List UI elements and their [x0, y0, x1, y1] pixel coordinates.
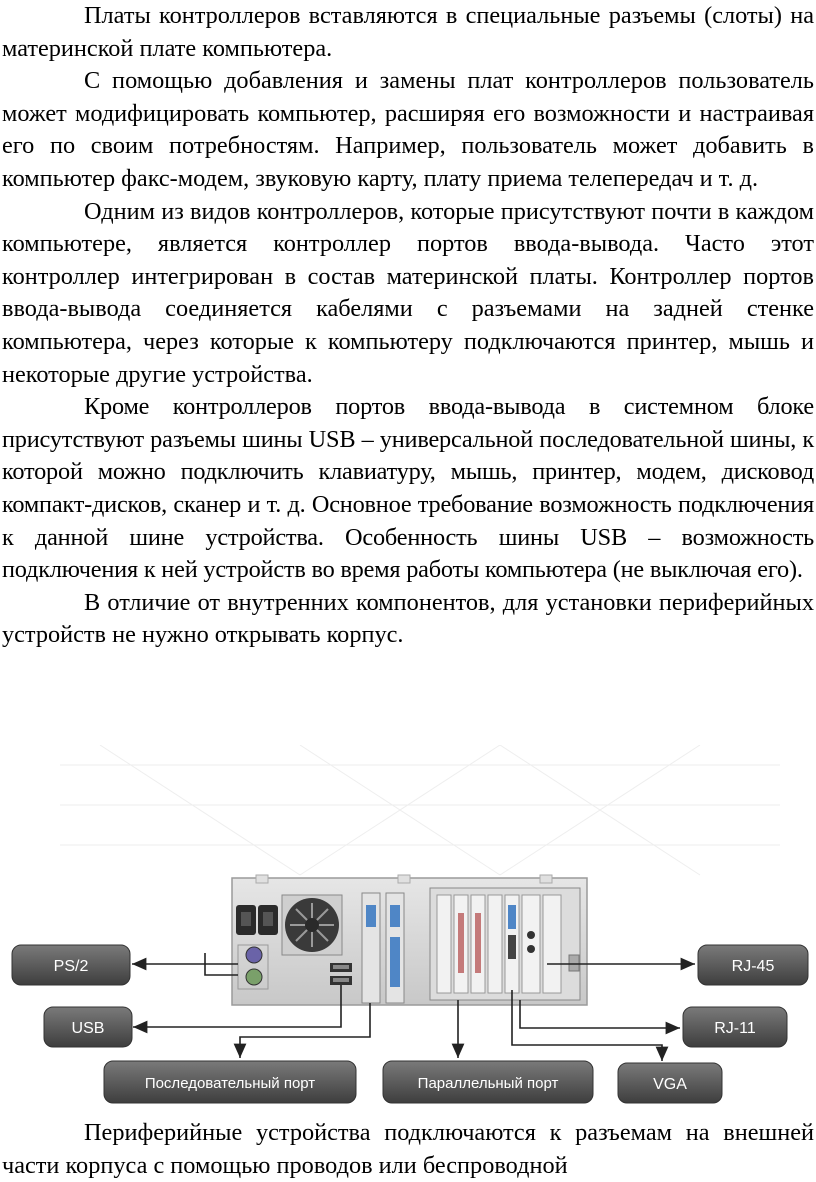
- label-rj11-text: RJ-11: [714, 1020, 756, 1037]
- document-body: [2, 0, 814, 652]
- label-usb-text: USB: [71, 1020, 105, 1037]
- fan-icon: [282, 895, 342, 955]
- label-vga-text: VGA: [653, 1076, 687, 1093]
- label-ps2: [12, 945, 130, 985]
- label-parallel-text: Параллельный порт: [417, 1075, 559, 1092]
- paragraph-3: Одним из видов контроллеров, которые присутствуют почти в каждом компьютере, является контроллер портов ввода-вывода. Часто этот контроллер интегрирован в состав материнской платы. Контроллер портов ввода-вывода соединяется кабелями с разъемами на задней стенке компьютера, через которые к компьютеру подключаются принтер, мышь и некоторые другие устройства.: [2, 197, 814, 388]
- paragraph-5: В отличие от внутренних компонентов, для установки периферийных устройств не нужно открывать корпус.: [2, 588, 814, 649]
- label-serial-port: [104, 1061, 356, 1103]
- computer-case: [232, 875, 587, 1005]
- paragraph-4: Кроме контроллеров портов ввода-вывода в системном блоке присутствуют разъемы шины USB – универсальной последовательной шины, к которой можно подключить клавиатуру, мышь, принтер, модем, дисковод компакт-дисков, сканер и т. д. Основное требование возможность подключения к данной шине устройства. Особенность шины USB – возможность подключения к ней устройств во время работы компьютера (не выключая его).: [2, 393, 814, 584]
- paragraph-1: Платы контроллеров вставляются в специальные разъемы (слоты) на материнской плате компьютера.: [2, 2, 814, 62]
- label-rj45: [698, 945, 808, 985]
- label-parallel-port: [383, 1061, 593, 1103]
- label-vga: [618, 1063, 722, 1103]
- label-ps2-text: PS/2: [53, 958, 89, 975]
- computer-back-panel-figure: [0, 745, 816, 1117]
- label-rj11: [683, 1007, 787, 1047]
- expansion-slots: [430, 888, 580, 1000]
- paragraph-2: С помощью добавления и замены плат контроллеров пользователь может модифицировать компьютер, расширяя его возможности и настраивая его по своим потребностям. Например, пользователь может добавить в компьютер факс-модем, звуковую карту, плату приема телепередач и т. д.: [2, 67, 814, 192]
- label-usb: [44, 1007, 132, 1047]
- label-rj45-text: RJ-45: [731, 958, 775, 975]
- background-grid: [60, 745, 780, 875]
- figure-caption: Периферийные устройства подключаются к разъемам на внешней части корпуса с помощью проводов или беспроводной: [2, 1119, 814, 1179]
- label-serial-text: Последовательный порт: [144, 1075, 316, 1092]
